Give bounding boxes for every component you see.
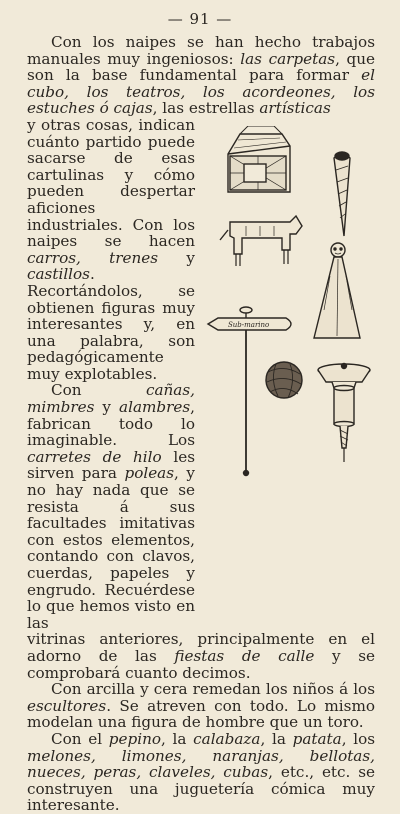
- text-run: y: [94, 398, 120, 417]
- emphasis-pepino: pepino: [108, 729, 161, 748]
- emphasis-fruits-list: melones, limones, naranjas, bellotas, nueces, peras, claveles, cubas: [27, 746, 375, 782]
- emphasis-alambres: alambres: [119, 398, 191, 417]
- text-run: . Recortándolos, se obtienen figuras muy interesantes y, en una palabra, son pedagógicamente muy explotables.: [27, 265, 195, 383]
- text-run: , etc., etc. se construyen una juguetería cómica muy interesante.: [27, 763, 375, 814]
- paragraph-arcilla: [27, 681, 375, 731]
- emphasis-carretes: carretes de hilo: [27, 447, 162, 466]
- text-run: vitrinas anteriores, principalmente en el adorno de las: [27, 630, 375, 665]
- text-run: Con el: [51, 729, 109, 748]
- text-run: , las estrellas: [152, 99, 260, 118]
- text-run: Con los naipes se han hecho trabajos manuales muy ingeniosos:: [27, 33, 375, 68]
- text-run: , que son la base fundamental para formar: [27, 49, 375, 85]
- text-run: , los: [341, 729, 376, 748]
- ball-illustration: [266, 362, 302, 398]
- spool-top-illustration: [318, 364, 370, 463]
- text-run: , fabrican todo lo imaginable. Los: [27, 398, 195, 450]
- text-run: , la: [161, 729, 194, 748]
- emphasis-objects-list: el cubo, los teatros, los acordeones, los estuches ó cajas: [27, 66, 375, 118]
- paragraph-canas-mimbres: [27, 382, 195, 631]
- emphasis-artisticas: artísticas: [259, 99, 331, 118]
- emphasis-fiestas-calle: fiestas de calle: [174, 646, 315, 665]
- text-run: Con arcilla y cera remedan los niños á los: [51, 680, 375, 699]
- paragraph-vitrinas: [27, 631, 375, 681]
- text-run: les sirven para: [27, 447, 195, 483]
- cone-horn-illustration: [334, 152, 350, 236]
- text-run: y se comprobará cuanto decimos.: [27, 646, 375, 682]
- doll-illustration: [314, 243, 360, 338]
- text-run: y otras cosas, indican cuánto partido puede sacarse de esas cartulinas y cómo pueden despertar aficiones industriales. Con los naipes se hacen: [27, 115, 195, 251]
- emphasis-castillos: castillos: [27, 265, 90, 284]
- text-run: y: [158, 248, 195, 267]
- paragraph-naipes-intro: [27, 34, 375, 117]
- card-animal-illustration: [220, 216, 302, 266]
- emphasis-escultores: escultores: [27, 696, 107, 715]
- emphasis-carros-trenes: carros, trenes: [27, 248, 159, 267]
- paragraph-naipes-continued: [27, 117, 195, 383]
- illustrations-group: [200, 126, 375, 486]
- page-number: — 91 —: [167, 10, 233, 28]
- paragraph-pepino: [27, 731, 375, 814]
- emphasis-poleas: poleas: [124, 464, 175, 483]
- illustrations-svg: [200, 126, 375, 486]
- emphasis-canas-mimbres: cañas, mimbres: [27, 381, 195, 417]
- emphasis-patata: patata: [292, 729, 342, 748]
- emphasis-carpetas: las carpetas: [240, 49, 336, 68]
- card-house-illustration: [228, 126, 290, 192]
- text-run: . Se atreven con todo. Lo mismo modelan una figura de hombre que un toro.: [27, 696, 375, 732]
- submarine-sign-label: Sub-marino: [228, 321, 270, 329]
- text-run: , y no hay nada que se resista á sus facultades imitativas con estos elementos, contando con clavos, cuerdas, papeles y engrudo. Recuérdese lo que hemos visto en las: [27, 464, 195, 632]
- text-run: , la: [260, 729, 293, 748]
- text-run: Con: [51, 381, 146, 400]
- emphasis-calabaza: calabaza: [193, 729, 261, 748]
